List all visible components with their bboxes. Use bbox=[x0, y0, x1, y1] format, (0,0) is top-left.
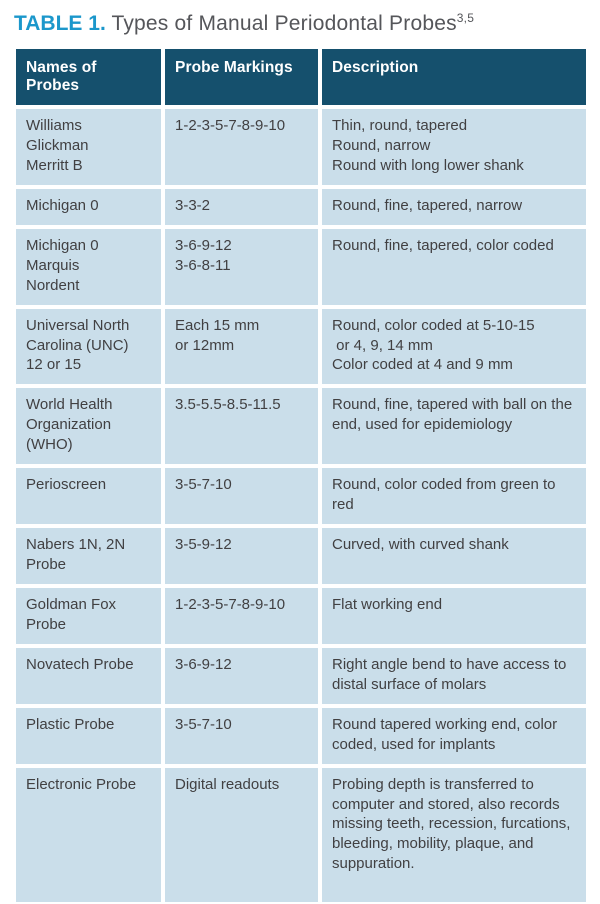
cell-line: missing teeth, recession, furcations, bbox=[332, 815, 571, 833]
cell-names bbox=[14, 466, 163, 526]
cell-line: Plastic Probe bbox=[26, 715, 115, 733]
cell-line: Universal North bbox=[26, 316, 130, 334]
cell-line: Flat working end bbox=[332, 595, 443, 613]
cell-line: 3-3-2 bbox=[175, 196, 211, 214]
table-row bbox=[14, 646, 588, 706]
cell-description bbox=[320, 227, 588, 307]
table-title bbox=[14, 12, 588, 36]
table-title-label: TABLE 1. bbox=[14, 12, 106, 35]
cell-description bbox=[320, 706, 588, 766]
cell-markings bbox=[163, 466, 320, 526]
table-row bbox=[14, 706, 588, 766]
cell-line: Electronic Probe bbox=[26, 775, 137, 793]
cell-line: Color coded at 4 and 9 mm bbox=[332, 356, 513, 374]
cell-description bbox=[320, 526, 588, 586]
cell-description bbox=[320, 386, 588, 466]
cell-description bbox=[320, 187, 588, 227]
cell-line: Organization (WHO) bbox=[26, 416, 116, 454]
table-title-superscript: 3,5 bbox=[456, 11, 475, 25]
cell-line: end, used for epidemiology bbox=[332, 416, 513, 434]
cell-line: Probing depth is transferred to bbox=[332, 775, 534, 793]
cell-line: Nordent bbox=[26, 276, 80, 294]
cell-markings bbox=[163, 227, 320, 307]
table-row bbox=[14, 107, 588, 187]
cell-line: Round, narrow bbox=[332, 136, 431, 154]
cell-line: Perioscreen bbox=[26, 476, 107, 494]
cell-description bbox=[320, 766, 588, 904]
cell-line: or 12mm bbox=[175, 336, 235, 354]
table-row bbox=[14, 227, 588, 307]
cell-markings bbox=[163, 646, 320, 706]
cell-names bbox=[14, 187, 163, 227]
probes-table bbox=[14, 47, 588, 904]
cell-line: Round, color coded at 5-10-15 bbox=[332, 316, 535, 334]
cell-description bbox=[320, 586, 588, 646]
table-body bbox=[14, 107, 588, 904]
table-row bbox=[14, 187, 588, 227]
cell-description bbox=[320, 307, 588, 387]
cell-line: 3-5-7-10 bbox=[175, 476, 232, 494]
cell-line: Nabers 1N, 2N Probe bbox=[26, 536, 130, 573]
cell-description bbox=[320, 466, 588, 526]
cell-line: Merritt B bbox=[26, 156, 83, 174]
cell-line: Each 15 mm bbox=[175, 316, 260, 334]
table-title-text: Types of Manual Periodontal Probes bbox=[105, 12, 457, 35]
cell-line: Novatech Probe bbox=[26, 655, 134, 673]
cell-line: coded, used for implants bbox=[332, 735, 496, 753]
table-row bbox=[14, 586, 588, 646]
cell-line: Carolina (UNC) bbox=[26, 336, 129, 354]
cell-line: Round, fine, tapered, color coded bbox=[332, 236, 554, 254]
cell-names bbox=[14, 586, 163, 646]
cell-line: Williams bbox=[26, 117, 82, 134]
table-row bbox=[14, 766, 588, 904]
cell-markings bbox=[163, 107, 320, 187]
cell-markings bbox=[163, 526, 320, 586]
table-row bbox=[14, 466, 588, 526]
cell-line: Right angle bend to have access to bbox=[332, 655, 567, 673]
cell-line: Curved, with curved shank bbox=[332, 536, 509, 554]
cell-line: 12 or 15 bbox=[26, 356, 82, 374]
cell-line: Round, color coded from green to red bbox=[332, 476, 560, 514]
cell-line: 3.5-5.5-8.5-11.5 bbox=[175, 396, 281, 414]
header-cell-description: Description bbox=[320, 47, 588, 107]
cell-description bbox=[320, 646, 588, 706]
cell-line: Michigan 0 bbox=[26, 196, 99, 214]
cell-names bbox=[14, 766, 163, 904]
cell-line: 3-5-7-10 bbox=[175, 715, 232, 733]
cell-line: Round, fine, tapered, narrow bbox=[332, 196, 523, 214]
cell-line: Michigan 0 bbox=[26, 236, 99, 254]
cell-line: 1-2-3-5-7-8-9-10 bbox=[175, 595, 286, 613]
cell-markings bbox=[163, 586, 320, 646]
cell-names bbox=[14, 386, 163, 466]
cell-description bbox=[320, 107, 588, 187]
cell-line: Digital readouts bbox=[175, 775, 280, 793]
cell-line: 3-5-9-12 bbox=[175, 536, 232, 554]
cell-line: 3-6-8-11 bbox=[175, 256, 231, 274]
cell-line: 1-2-3-5-7-8-9-10 bbox=[175, 117, 286, 134]
cell-line: suppuration. bbox=[332, 855, 415, 873]
cell-line: Marquis bbox=[26, 256, 80, 274]
cell-markings bbox=[163, 766, 320, 904]
cell-names bbox=[14, 307, 163, 387]
cell-line: Glickman bbox=[26, 136, 89, 154]
table-row bbox=[14, 526, 588, 586]
cell-names bbox=[14, 107, 163, 187]
cell-line: or 4, 9, 14 mm bbox=[332, 336, 433, 354]
table-header-row bbox=[14, 47, 588, 107]
header-cell-markings: Probe Markings bbox=[163, 47, 320, 107]
cell-line: Round, fine, tapered with ball on the bbox=[332, 396, 573, 414]
cell-names bbox=[14, 526, 163, 586]
cell-line: distal surface of molars bbox=[332, 675, 487, 693]
cell-markings bbox=[163, 706, 320, 766]
cell-line: 3-6-9-12 bbox=[175, 655, 232, 673]
cell-line: bleeding, mobility, plaque, and bbox=[332, 835, 534, 853]
cell-line: Goldman Fox Probe bbox=[26, 595, 121, 633]
cell-line: World Health bbox=[26, 396, 113, 414]
cell-line: computer and stored, also records bbox=[332, 795, 560, 813]
cell-markings bbox=[163, 187, 320, 227]
cell-names bbox=[14, 706, 163, 766]
cell-names bbox=[14, 227, 163, 307]
header-cell-names: Names of Probes bbox=[14, 47, 163, 107]
table-row bbox=[14, 307, 588, 387]
cell-line: Round tapered working end, color bbox=[332, 715, 558, 733]
table-row bbox=[14, 386, 588, 466]
cell-markings bbox=[163, 386, 320, 466]
cell-line: 3-6-9-12 bbox=[175, 236, 232, 254]
cell-line: Round with long lower shank bbox=[332, 156, 524, 174]
cell-line: Thin, round, tapered bbox=[332, 117, 468, 134]
cell-markings bbox=[163, 307, 320, 387]
cell-names bbox=[14, 646, 163, 706]
